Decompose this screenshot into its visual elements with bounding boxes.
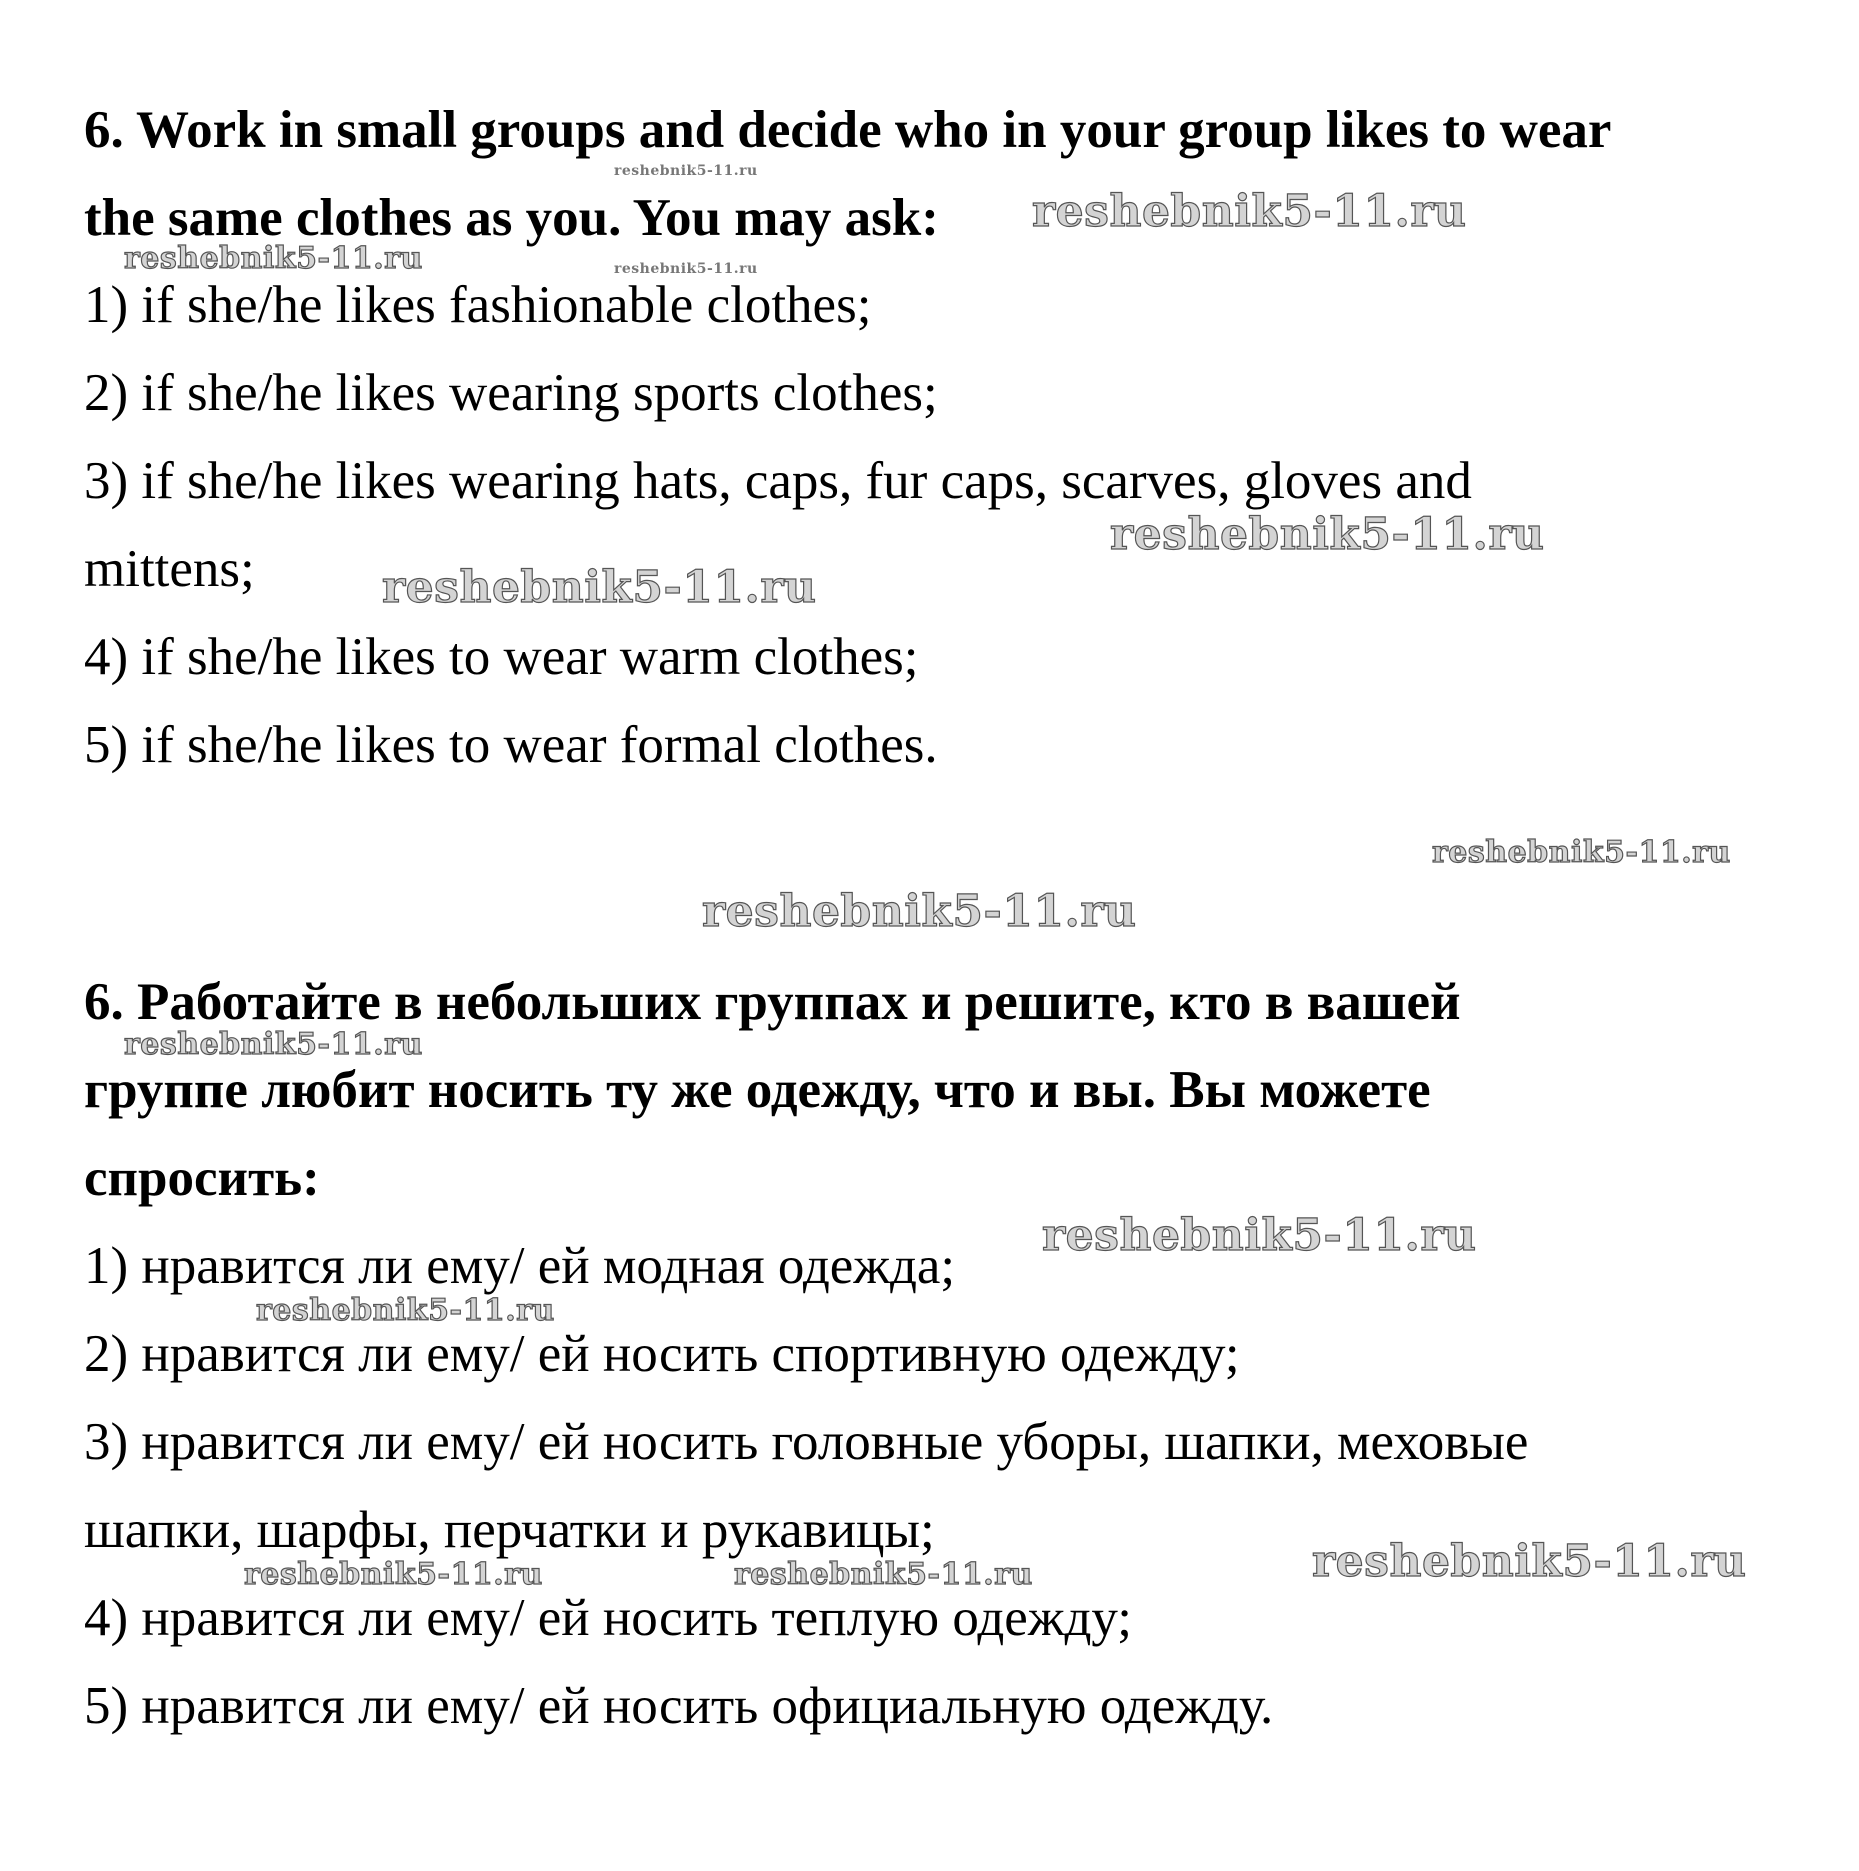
watermark: reshebnik5-11.ru [1312, 1536, 1747, 1587]
english-item-3: 3) if she/he likes wearing hats, caps, fur caps, scarves, gloves and [84, 452, 1472, 510]
english-item-3-continued: mittens; [84, 540, 255, 598]
watermark: reshebnik5-11.ru [1110, 509, 1545, 560]
russian-title-line-1: 6. Работайте в небольших группах и решите, кто в вашей [84, 973, 1461, 1031]
watermark: reshebnik5-11.ru [614, 163, 758, 179]
watermark: reshebnik5-11.ru [1042, 1210, 1477, 1261]
watermark: reshebnik5-11.ru [124, 1027, 423, 1062]
watermark: reshebnik5-11.ru [382, 562, 817, 613]
watermark: reshebnik5-11.ru [256, 1293, 555, 1328]
russian-title-line-3: спросить: [84, 1149, 320, 1207]
english-item-5: 5) if she/he likes to wear formal clothes. [84, 716, 938, 774]
watermark: reshebnik5-11.ru [734, 1557, 1033, 1592]
watermark: reshebnik5-11.ru [614, 261, 758, 277]
watermark: reshebnik5-11.ru [244, 1557, 543, 1592]
english-item-2: 2) if she/he likes wearing sports clothes; [84, 364, 938, 422]
watermark: reshebnik5-11.ru [1432, 835, 1731, 870]
english-title-line-1: 6. Work in small groups and decide who in your group likes to wear [84, 101, 1612, 159]
english-item-1: 1) if she/he likes fashionable clothes; [84, 276, 872, 334]
russian-item-5: 5) нравится ли ему/ ей носить официальную одежду. [84, 1677, 1274, 1735]
russian-title-line-2: группе любит носить ту же одежду, что и вы. Вы можете [84, 1061, 1431, 1119]
watermark: reshebnik5-11.ru [702, 886, 1137, 937]
english-title-line-2: the same clothes as you. You may ask: [84, 189, 939, 247]
russian-item-2: 2) нравится ли ему/ ей носить спортивную одежду; [84, 1325, 1240, 1383]
watermark: reshebnik5-11.ru [1032, 186, 1467, 237]
russian-item-4: 4) нравится ли ему/ ей носить теплую одежду; [84, 1589, 1132, 1647]
russian-item-3: 3) нравится ли ему/ ей носить головные уборы, шапки, меховые [84, 1413, 1529, 1471]
russian-item-1: 1) нравится ли ему/ ей модная одежда; [84, 1237, 956, 1295]
watermark: reshebnik5-11.ru [124, 241, 423, 276]
russian-item-3-continued: шапки, шарфы, перчатки и рукавицы; [84, 1501, 935, 1559]
english-item-4: 4) if she/he likes to wear warm clothes; [84, 628, 919, 686]
